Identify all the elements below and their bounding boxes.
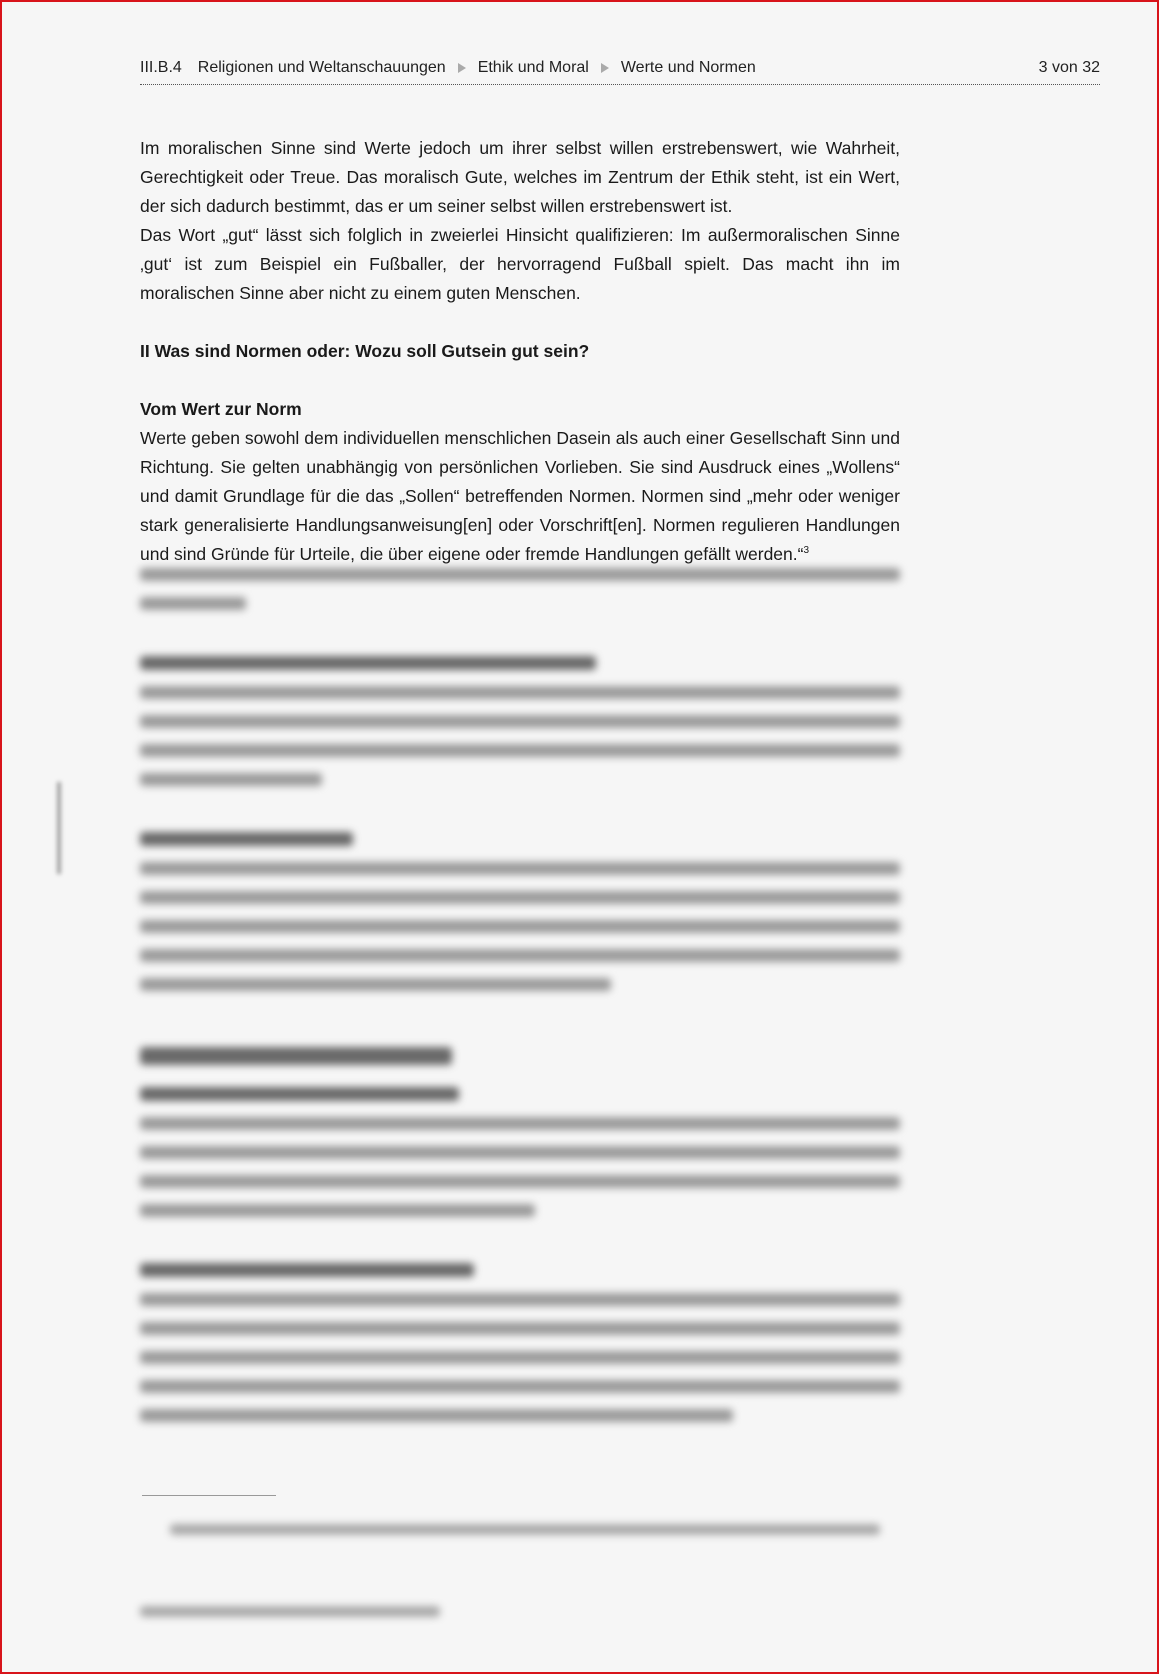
paragraph-werte-moralisch: Im moralischen Sinne sind Werte jedoch um ihrer selbst willen erstrebenswert, wie Wahrheit, Gerechtigkeit oder Treue. Das moralisch Gute, welches im Zentrum der Ethik steht, ist ein Wert, der sich dadurch bestimmt, das er um seiner selbst willen erstrebenswert ist. xyxy=(140,138,900,216)
section-code: III.B.4 xyxy=(140,59,182,76)
breadcrumb-religionen: Religionen und Weltanschauungen xyxy=(197,59,446,76)
footnote-divider xyxy=(142,1495,276,1496)
running-header xyxy=(140,52,1100,85)
triangle-separator-icon xyxy=(458,63,466,73)
footnote-reference: 3 xyxy=(803,545,810,557)
paragraph-wort-gut: Das Wort „gut“ lässt sich folglich in zweierlei Hinsicht qualifizieren: Im außermoralischen Sinne ‚gut‘ ist zum Beispiel ein Fußballer, der hervorragend Fußball spielt. Das macht ihn im moralischen Sinne aber nicht zu einem guten Menschen. xyxy=(140,225,900,303)
triangle-separator-icon xyxy=(601,63,609,73)
breadcrumb-werte: Werte und Normen xyxy=(620,59,756,76)
page-footer-blurred xyxy=(140,1606,440,1617)
footnote-blurred xyxy=(170,1524,880,1535)
paragraph-normen xyxy=(140,424,900,569)
page-number: 3 von 32 xyxy=(1038,59,1100,76)
main-text xyxy=(140,134,900,569)
paragraph-normen-text: Werte geben sowohl dem individuellen menschlichen Dasein als auch einer Gesellschaft Sinn und Richtung. Sie gelten unabhängig von persönlichen Vorlieben. Sie sind Ausdruck eines „Wollens“ und damit Grundlage für die das „Sollen“ betreffenden Normen. Normen sind „mehr oder weniger stark generalisierte Handlungsanweisung[en] oder Vorschrift[en]. Normen regulieren Handlungen und sind Gründe für Urteile, die über eigene oder fremde Handlungen gefällt werden.“ xyxy=(140,428,900,564)
section-heading: II Was sind Normen oder: Wozu soll Gutsein gut sein? xyxy=(140,341,590,361)
subheading-wert-zur-norm: Vom Wert zur Norm xyxy=(140,399,302,419)
breadcrumb-ethik: Ethik und Moral xyxy=(477,59,589,76)
blurred-content xyxy=(140,568,900,1438)
vertical-margin-note xyxy=(54,782,64,874)
